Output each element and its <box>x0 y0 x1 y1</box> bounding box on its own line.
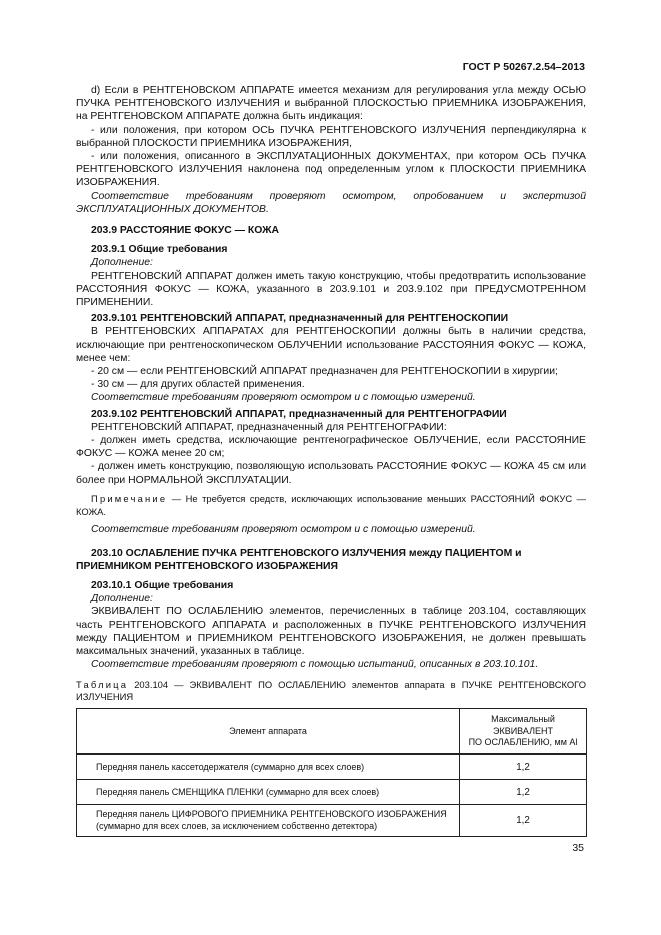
document-id: ГОСТ Р 50267.2.54–2013 <box>462 61 585 73</box>
subsection-heading-203-9-101: 203.9.101 РЕНТГЕНОВСКИЙ АППАРАТ, предназначенный для РЕНТГЕНОСКОПИИ <box>91 313 509 325</box>
header-line: Максимальный <box>491 714 555 725</box>
paragraph: РЕНТГЕНОВСКИЙ АППАРАТ должен иметь такую конструкцию, чтобы предотвратить использование РАССТОЯНИЯ ФОКУС — КОЖА, указанного в 203.9.101 и 203.9.102 при ПРЕДУСМОТРЕННОМ ПРИМЕНЕНИИ. <box>76 270 586 309</box>
table-cell-element: Передняя панель кассетодержателя (суммарно для всех слоев) <box>77 754 460 780</box>
header-line: ПО ОСЛАБЛЕНИЮ, мм Al <box>468 737 578 748</box>
table-cell-value: 1,2 <box>460 754 587 780</box>
note <box>76 492 586 518</box>
list-item: - 30 см — для других областей применения. <box>91 379 305 391</box>
compliance-note: Соответствие требованиям проверяют осмотром и с помощью измерений. <box>91 524 476 536</box>
table-cell-value: 1,2 <box>460 780 587 805</box>
table-caption-label: Таблица <box>76 679 129 691</box>
table-cell-element: Передняя панель СМЕНЩИКА ПЛЕНКИ (суммарно для всех слоев) <box>77 780 460 805</box>
paragraph: РЕНТГЕНОВСКИЙ АППАРАТ, предназначенный для РЕНТГЕНОГРАФИИ: <box>91 421 447 433</box>
list-item: - должен иметь средства, исключающие рентгенографическое ОБЛУЧЕНИЕ, если РАССТОЯНИЕ ФОКУС — КОЖА менее 20 см; <box>76 435 586 460</box>
page-body <box>76 84 586 837</box>
list-item: - или положения, при котором ОСЬ ПУЧКА РЕНТГЕНОВСКОГО ИЗЛУЧЕНИЯ перпендикулярна к выбранной ПЛОСКОСТИ ПРИЕМНИКА ИЗОБРАЖЕНИЯ, <box>76 124 586 149</box>
paragraph: ЭКВИВАЛЕНТ ПО ОСЛАБЛЕНИЮ элементов, перечисленных в таблице 203.104, составляющих часть РЕНТГЕНОВСКОГО АППАРАТА и расположенных в ПУЧКЕ РЕНТГЕНОВСКОГО ИЗЛУЧЕНИЯ между ПАЦИЕНТОМ и ПРИЕМНИКОМ РЕНТГЕНОВСКОГО ИЗОБРАЖЕНИЯ, не должен превышать максимальных значений, указанных в таблице. <box>76 606 586 657</box>
column-header-element: Элемент аппарата <box>77 709 460 755</box>
section-heading-203-9: 203.9 РАССТОЯНИЕ ФОКУС — КОЖА <box>91 225 280 237</box>
table-row <box>77 805 587 837</box>
subsection-heading-203-9-102: 203.9.102 РЕНТГЕНОВСКИЙ АППАРАТ, предназначенный для РЕНТГЕНОГРАФИИ <box>91 408 507 420</box>
subsection-heading-203-9-1: 203.9.1 Общие требования <box>91 244 228 256</box>
note-label: Примечание <box>91 492 168 504</box>
column-header-max-equivalent <box>460 709 587 755</box>
table-caption <box>76 679 586 703</box>
list-item: - 20 см — если РЕНТГЕНОВСКИЙ АППАРАТ предназначен для РЕНТГЕНОСКОПИИ в хирургии; <box>91 366 558 378</box>
paragraph: В РЕНТГЕНОВСКИХ АППАРАТАХ для РЕНТГЕНОСКОПИИ должны быть в наличии средства, исключающие при рентгеноскопическом ОБЛУЧЕНИИ использование РАССТОЯНИЯ ФОКУС — КОЖА, менее чем: <box>76 326 586 364</box>
note-text: — Не требуется средств, исключающих использование меньших РАССТОЯНИЙ ФОКУС — КОЖА. <box>76 492 586 518</box>
attenuation-table <box>76 708 587 837</box>
subsection-heading-203-10-1: 203.10.1 Общие требования <box>91 579 234 591</box>
addition-label: Дополнение: <box>91 257 153 269</box>
list-item: - или положения, описанного в ЭКСПЛУАТАЦИОННЫХ ДОКУМЕНТАХ, при котором ОСЬ ПУЧКА РЕНТГЕНОВСКОГО ИЗЛУЧЕНИЯ наклонена под определенным углом к ПЛОСКОСТИ ПРИЕМНИКА ИЗОБРАЖЕНИЯ. <box>76 151 586 189</box>
compliance-note: Соответствие требованиям проверяют с помощью испытаний, описанных в 203.10.101. <box>91 659 539 671</box>
list-item: - должен иметь конструкцию, позволяющую использовать РАССТОЯНИЕ ФОКУС — КОЖА 45 см или более при НОРМАЛЬНОЙ ЭКСПЛУАТАЦИИ. <box>76 461 586 486</box>
addition-label: Дополнение: <box>91 593 153 605</box>
table-caption-text: 203.104 — ЭКВИВАЛЕНТ ПО ОСЛАБЛЕНИЮ элементов аппарата в ПУЧКЕ РЕНТГЕНОВСКОГО ИЗЛУЧЕНИЯ <box>76 679 586 703</box>
table-header-row <box>77 709 587 755</box>
compliance-note: Соответствие требованиям проверяют осмотром и с помощью измерений. <box>91 392 476 404</box>
table-row <box>77 754 587 780</box>
compliance-note: Соответствие требованиям проверяют осмотром, опробованием и экспертизой ЭКСПЛУАТАЦИОННЫХ ДОКУМЕНТОВ. <box>76 190 586 215</box>
table-row <box>77 780 587 805</box>
page-number: 35 <box>572 842 584 854</box>
table-cell-element: Передняя панель ЦИФРОВОГО ПРИЕМНИКА РЕНТГЕНОВСКОГО ИЗОБРАЖЕНИЯ (суммарно для всех слоев, за исключением собственно детектора) <box>77 805 460 837</box>
section-heading-203-10: 203.10 ОСЛАБЛЕНИЕ ПУЧКА РЕНТГЕНОВСКОГО ИЗЛУЧЕНИЯ между ПАЦИЕНТОМ и ПРИЕМНИКОМ РЕНТГЕНОВСКОГО ИЗОБРАЖЕНИЯ <box>76 547 522 572</box>
paragraph-d: d) Если в РЕНТГЕНОВСКОМ АППАРАТЕ имеется механизм для регулирования угла между ОСЬЮ ПУЧКА РЕНТГЕНОВСКОГО ИЗЛУЧЕНИЯ и выбранной ПЛОСКОСТЬЮ ПРИЕМНИКА ИЗОБРАЖЕНИЯ, на РЕНТГЕНОВСКОМ АППАРАТЕ должна быть индикация: <box>76 85 586 123</box>
header-line: ЭКВИВАЛЕНТ <box>493 725 553 736</box>
table-cell-value: 1,2 <box>460 805 587 837</box>
